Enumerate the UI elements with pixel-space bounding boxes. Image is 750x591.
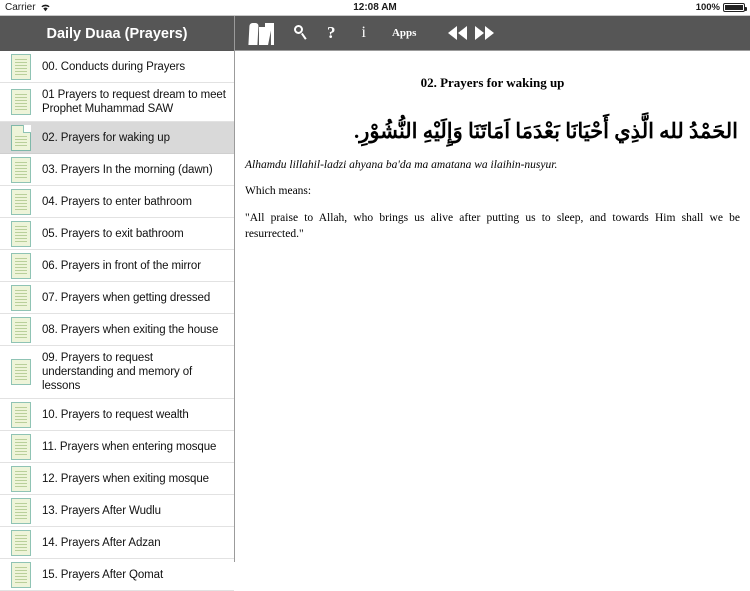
help-button[interactable] [327, 16, 336, 51]
clock: 12:08 AM [353, 2, 397, 13]
document-icon [11, 221, 31, 247]
list-item-icon-wrap [0, 253, 42, 279]
list-item-label: 14. Prayers After Adzan [42, 536, 161, 549]
list-item-icon-wrap [0, 530, 42, 556]
list-item[interactable] [0, 346, 234, 399]
list-item-label: 15. Prayers After Qomat [42, 568, 164, 581]
list-item[interactable] [0, 314, 234, 346]
document-icon [11, 434, 31, 460]
list-item[interactable] [0, 282, 234, 314]
list-item-label: 10. Prayers to request wealth [42, 408, 189, 421]
question-mark-icon: ? [327, 23, 336, 42]
carrier-label: Carrier [5, 2, 36, 13]
list-item[interactable] [0, 186, 234, 218]
document-icon [11, 285, 31, 311]
document-open-icon [11, 125, 31, 151]
list-item-icon-wrap [0, 189, 42, 215]
list-item[interactable] [0, 399, 234, 431]
list-item-icon-wrap [0, 359, 42, 385]
search-button[interactable] [293, 16, 309, 51]
sidebar-header [0, 16, 234, 51]
prayer-list[interactable] [0, 51, 234, 591]
apps-label: Apps [391, 27, 417, 39]
list-item-label: 00. Conducts during Prayers [42, 60, 186, 73]
list-item-icon-wrap [0, 221, 42, 247]
sidebar [0, 16, 235, 581]
list-item-icon-wrap [0, 89, 42, 115]
list-item-icon-wrap [0, 562, 42, 588]
list-item-icon-wrap [0, 285, 42, 311]
list-item-icon-wrap [0, 402, 42, 428]
document-icon [11, 189, 31, 215]
books-icon [249, 21, 275, 45]
transliteration-text: Alhamdu lillahil-ladzi ahyana ba'da ma amatana wa ilaihin-nusyur. [245, 159, 558, 172]
next-button[interactable] [475, 16, 494, 51]
document-title: 02. Prayers for waking up [420, 75, 565, 90]
list-item-label: 02. Prayers for waking up [42, 131, 170, 144]
list-item[interactable] [0, 527, 234, 559]
previous-button[interactable] [448, 16, 467, 51]
which-means-label: Which means: [245, 185, 312, 198]
magnifier-icon [293, 24, 309, 42]
list-item[interactable] [0, 83, 234, 122]
fast-forward-icon [475, 26, 494, 40]
list-item-label: 04. Prayers to enter bathroom [42, 195, 192, 208]
document-icon [11, 317, 31, 343]
document-icon [11, 359, 31, 385]
list-item-icon-wrap [0, 54, 42, 80]
info-icon: i [361, 24, 366, 41]
list-item-label: 11. Prayers when entering mosque [42, 440, 217, 453]
list-item-label: 03. Prayers In the morning (dawn) [42, 163, 213, 176]
meaning-text: "All praise to Allah, who brings us alive after putting us to sleep, and towards Him shall we be resurrected." [245, 212, 740, 240]
list-item-label: 06. Prayers in front of the mirror [42, 259, 201, 272]
list-item-icon-wrap [0, 125, 42, 151]
list-item[interactable] [0, 495, 234, 527]
list-item[interactable] [0, 431, 234, 463]
detail-pane [235, 16, 750, 562]
status-bar [0, 0, 750, 16]
document-icon [11, 562, 31, 588]
list-item[interactable] [0, 154, 234, 186]
list-item-icon-wrap [0, 434, 42, 460]
list-item[interactable] [0, 51, 234, 83]
info-button[interactable] [362, 16, 366, 51]
document-icon [11, 54, 31, 80]
list-item-label: 08. Prayers when exiting the house [42, 323, 219, 336]
list-item[interactable] [0, 122, 234, 154]
list-item[interactable] [0, 218, 234, 250]
list-item-icon-wrap [0, 157, 42, 183]
document-icon [11, 89, 31, 115]
list-item-label: 12. Prayers when exiting mosque [42, 472, 209, 485]
toolbar [235, 16, 750, 51]
document-icon [11, 157, 31, 183]
list-item-label: 01 Prayers to request dream to meet Prophet Muhammad SAW [42, 89, 226, 115]
list-item-label: 09. Prayers to request understanding and memory of lessons [42, 352, 193, 392]
list-item-icon-wrap [0, 498, 42, 524]
list-item-label: 07. Prayers when getting dressed [42, 291, 211, 304]
list-item-icon-wrap [0, 317, 42, 343]
list-item[interactable] [0, 463, 234, 495]
rewind-icon [448, 26, 467, 40]
arabic-text: الحَمْدُ لله الَّذِي أَحْيَانَا بَعْدَمَا اَمَاتَنَا وَإِلَيْهِ النُّشُوْرِ. [353, 119, 738, 143]
list-item[interactable] [0, 559, 234, 591]
split-view [0, 16, 750, 581]
document-icon [11, 253, 31, 279]
document-icon [11, 498, 31, 524]
document-icon [11, 530, 31, 556]
library-button[interactable] [249, 16, 275, 51]
battery-percent-label: 100% [695, 2, 720, 13]
list-item-icon-wrap [0, 466, 42, 492]
battery-icon [723, 3, 745, 12]
document-icon [11, 466, 31, 492]
document-icon [11, 402, 31, 428]
document-content [235, 51, 750, 562]
list-item[interactable] [0, 250, 234, 282]
list-item-label: 05. Prayers to exit bathroom [42, 227, 184, 240]
apps-button[interactable] [392, 16, 416, 51]
list-item-label: 13. Prayers After Wudlu [42, 504, 161, 517]
sidebar-title: Daily Duaa (Prayers) [46, 25, 188, 42]
